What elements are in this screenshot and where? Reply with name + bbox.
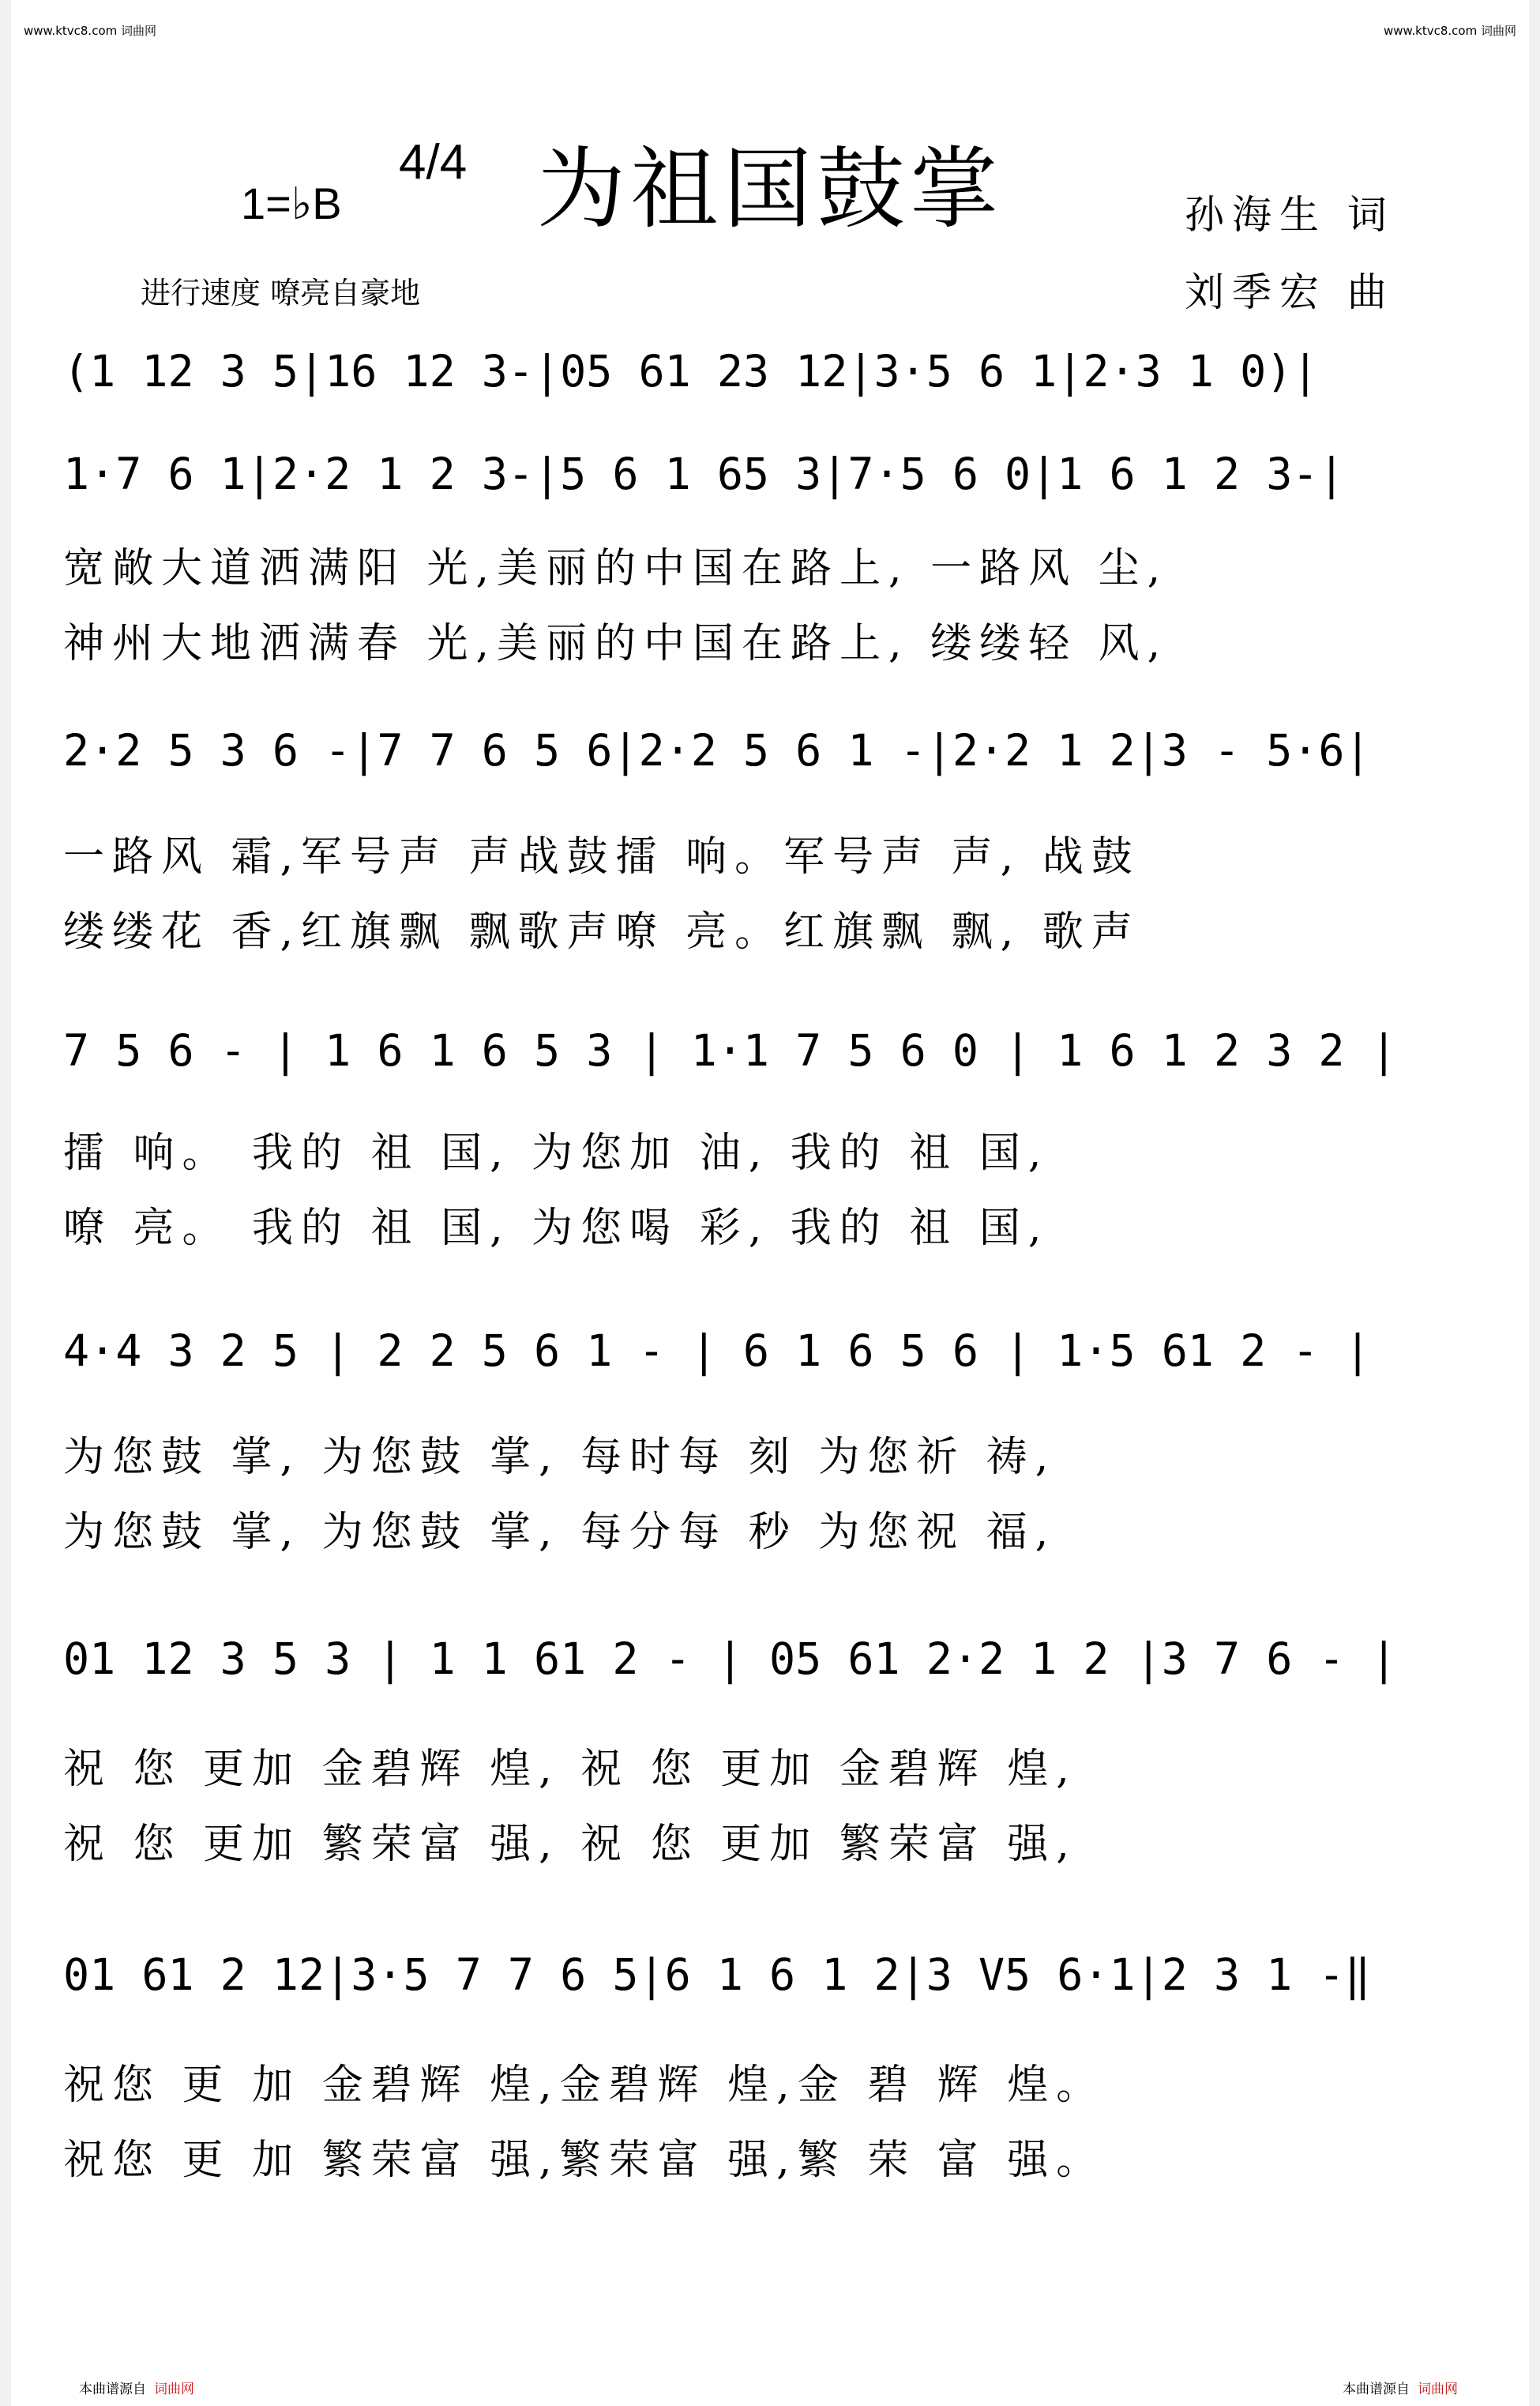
header-site-left[interactable]: www.ktvc8.com 词曲网 xyxy=(24,24,157,38)
key-signature: 1=♭B xyxy=(241,179,342,228)
footer-brand-link[interactable]: 词曲网 xyxy=(154,2382,194,2397)
footer-source-label: 本曲谱源自 xyxy=(79,2382,146,2397)
music-line-5: 01 12 3 5 3 | 1 1 61 2 - | 05 61 2·2 1 2 |3 7 6 - | xyxy=(63,1633,1397,1684)
left-edge-strip xyxy=(0,0,11,2406)
music-line-3: 7 5 6 - | 1 6 1 6 5 3 | 1·1 7 5 6 0 | 1 6 1 2 3 2 | xyxy=(63,1025,1397,1076)
footer-brand-link-right[interactable]: 词曲网 xyxy=(1418,2382,1458,2397)
time-signature: 4/4 xyxy=(399,135,468,190)
music-line-intro: (1 12 3 5|16 12 3-|05 61 23 12|3·5 6 1|2·3 1 0)| xyxy=(63,346,1319,397)
lyric-line-1-verse-1: 宽敞大道洒满阳 光,美丽的中国在路上, 一路风 尘, xyxy=(63,545,1169,592)
footer-source-label-right: 本曲谱源自 xyxy=(1343,2382,1410,2397)
music-line-6: 01 61 2 12|3·5 7 7 6 5|6 1 6 1 2|3 V5 6·1|2 3 1 -‖ xyxy=(63,1949,1371,2000)
footer-source-right xyxy=(1343,2378,1458,2397)
lyric-line-2-verse-1: 一路风 霜,军号声 声战鼓擂 响。军号声 声, 战鼓 xyxy=(63,833,1140,881)
lyric-line-6-verse-1: 祝您 更 加 金碧辉 煌,金碧辉 煌,金 碧 辉 煌。 xyxy=(63,2062,1106,2109)
lyricist-credit: 孙海生 词 xyxy=(1185,192,1395,238)
music-line-1: 1·7 6 1|2·2 1 2 3-|5 6 1 65 3|7·5 6 0|1 6 1 2 3-| xyxy=(63,449,1345,499)
lyric-line-5-verse-2: 祝 您 更加 繁荣富 强, 祝 您 更加 繁荣富 强, xyxy=(63,1821,1077,1868)
header-site-right[interactable]: www.ktvc8.com 词曲网 xyxy=(1383,24,1516,38)
lyric-line-3-verse-2: 嘹 亮。 我的 祖 国, 为您喝 彩, 我的 祖 国, xyxy=(63,1205,1050,1252)
right-edge-strip xyxy=(1529,0,1540,2406)
lyric-line-4-verse-1: 为您鼓 掌, 为您鼓 掌, 每时每 刻 为您祈 祷, xyxy=(63,1434,1057,1481)
lyric-line-6-verse-2: 祝您 更 加 繁荣富 强,繁荣富 强,繁 荣 富 强。 xyxy=(63,2137,1106,2184)
song-title: 为祖国鼓掌 xyxy=(537,138,1003,241)
lyric-line-2-verse-2: 缕缕花 香,红旗飘 飘歌声嘹 亮。红旗飘 飘, 歌声 xyxy=(63,908,1140,956)
composer-credit: 刘季宏 曲 xyxy=(1185,269,1395,315)
lyric-line-5-verse-1: 祝 您 更加 金碧辉 煌, 祝 您 更加 金碧辉 煌, xyxy=(63,1746,1077,1793)
music-line-2: 2·2 5 3 6 -|7 7 6 5 6|2·2 5 6 1 -|2·2 1 2|3 - 5·6| xyxy=(63,725,1371,776)
tempo-marking: 进行速度 嘹亮自豪地 xyxy=(141,276,421,310)
lyric-line-1-verse-2: 神州大地洒满春 光,美丽的中国在路上, 缕缕轻 风, xyxy=(63,620,1169,667)
footer-source-left xyxy=(79,2378,194,2397)
lyric-line-4-verse-2: 为您鼓 掌, 为您鼓 掌, 每分每 秒 为您祝 福, xyxy=(63,1509,1057,1556)
music-line-4: 4·4 3 2 5 | 2 2 5 6 1 - | 6 1 6 5 6 | 1·5 61 2 - | xyxy=(63,1325,1371,1376)
lyric-line-3-verse-1: 擂 响。 我的 祖 国, 为您加 油, 我的 祖 国, xyxy=(63,1130,1050,1177)
